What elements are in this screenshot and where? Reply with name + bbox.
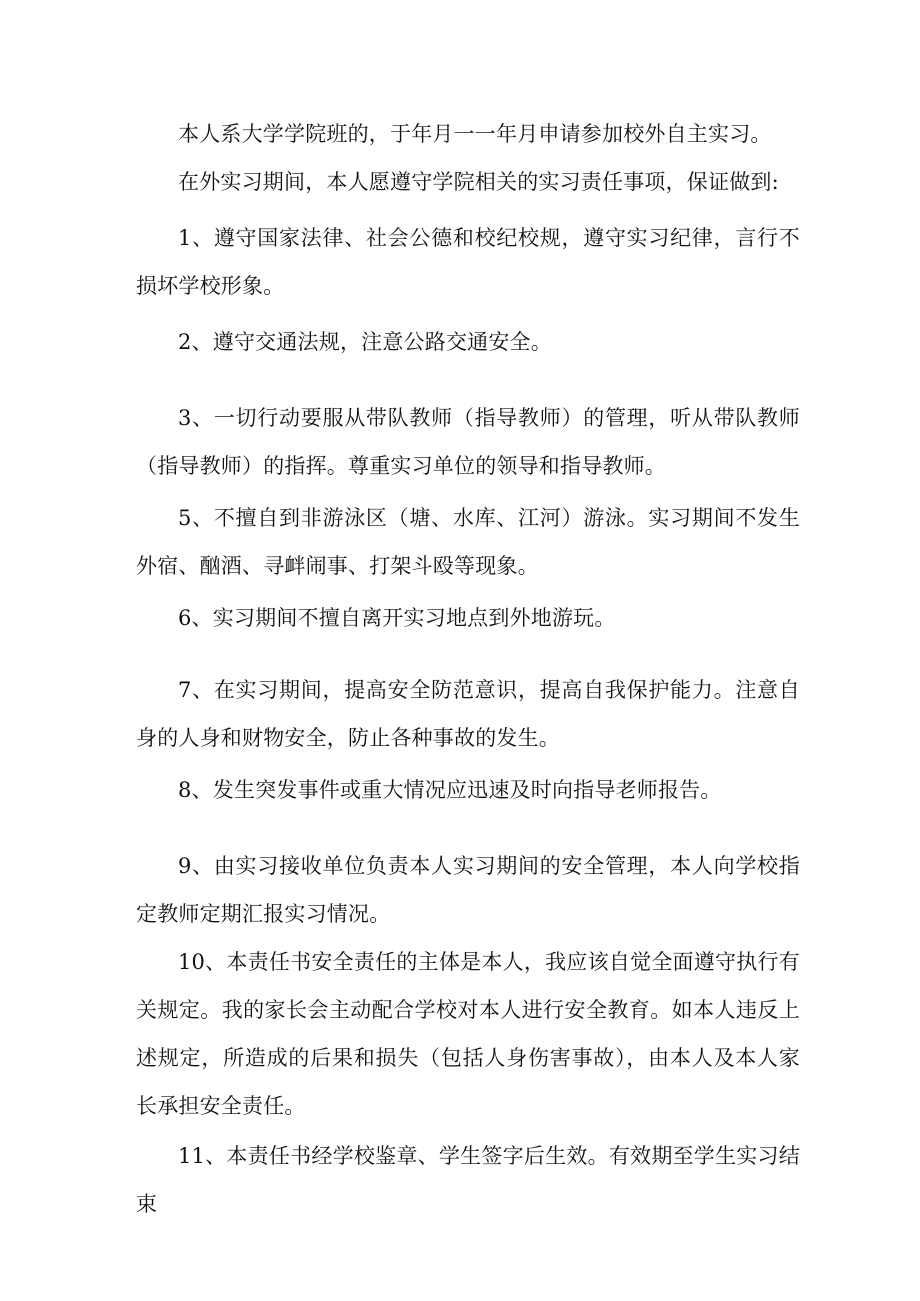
paragraph-intro: 本人系大学学院班的，于年月一一年月申请参加校外自主实习。 [178, 122, 772, 146]
paragraph-item-11: 11、本责任书经学校鉴章、学生签字后生效。有效期至学生实习结束 [136, 1144, 800, 1216]
paragraph-item-2: 2、遵守交通法规，注意公路交通安全。 [178, 330, 552, 354]
paragraph-item-1: 1、遵守国家法律、社会公德和校纪校规，遵守实习纪律，言行不损坏学校形象。 [136, 226, 800, 298]
paragraph-item-8: 8、发生突发事件或重大情况应迅速及时向指导老师报告。 [178, 778, 722, 802]
paragraph-item-7: 7、在实习期间，提高安全防范意识，提高自我保护能力。注意自身的人身和财物安全，防止各种事故的发生。 [136, 678, 800, 750]
paragraph-item-5: 5、不擅自到非游泳区（塘、水库、江河）游泳。实习期间不发生外宿、酗酒、寻衅闹事、打架斗殴等现象。 [136, 506, 800, 578]
paragraph-item-3: 3、一切行动要服从带队教师（指导教师）的管理，听从带队教师（指导教师）的指挥。尊重实习单位的领导和指导教师。 [136, 406, 800, 478]
paragraph-item-10: 10、本责任书安全责任的主体是本人，我应该自觉全面遵守执行有关规定。我的家长会主动配合学校对本人进行安全教育。如本人违反上述规定，所造成的后果和损失（包括人身伤害事故），由本人及本人家长承担安全责任。 [136, 950, 800, 1118]
paragraph-item-9: 9、由实习接收单位负责本人实习期间的安全管理，本人向学校指定教师定期汇报实习情况。 [136, 854, 800, 926]
paragraph-commitment: 在外实习期间，本人愿遵守学院相关的实习责任事项，保证做到: [178, 170, 779, 194]
paragraph-item-6: 6、实习期间不擅自离开实习地点到外地游玩。 [178, 606, 616, 630]
